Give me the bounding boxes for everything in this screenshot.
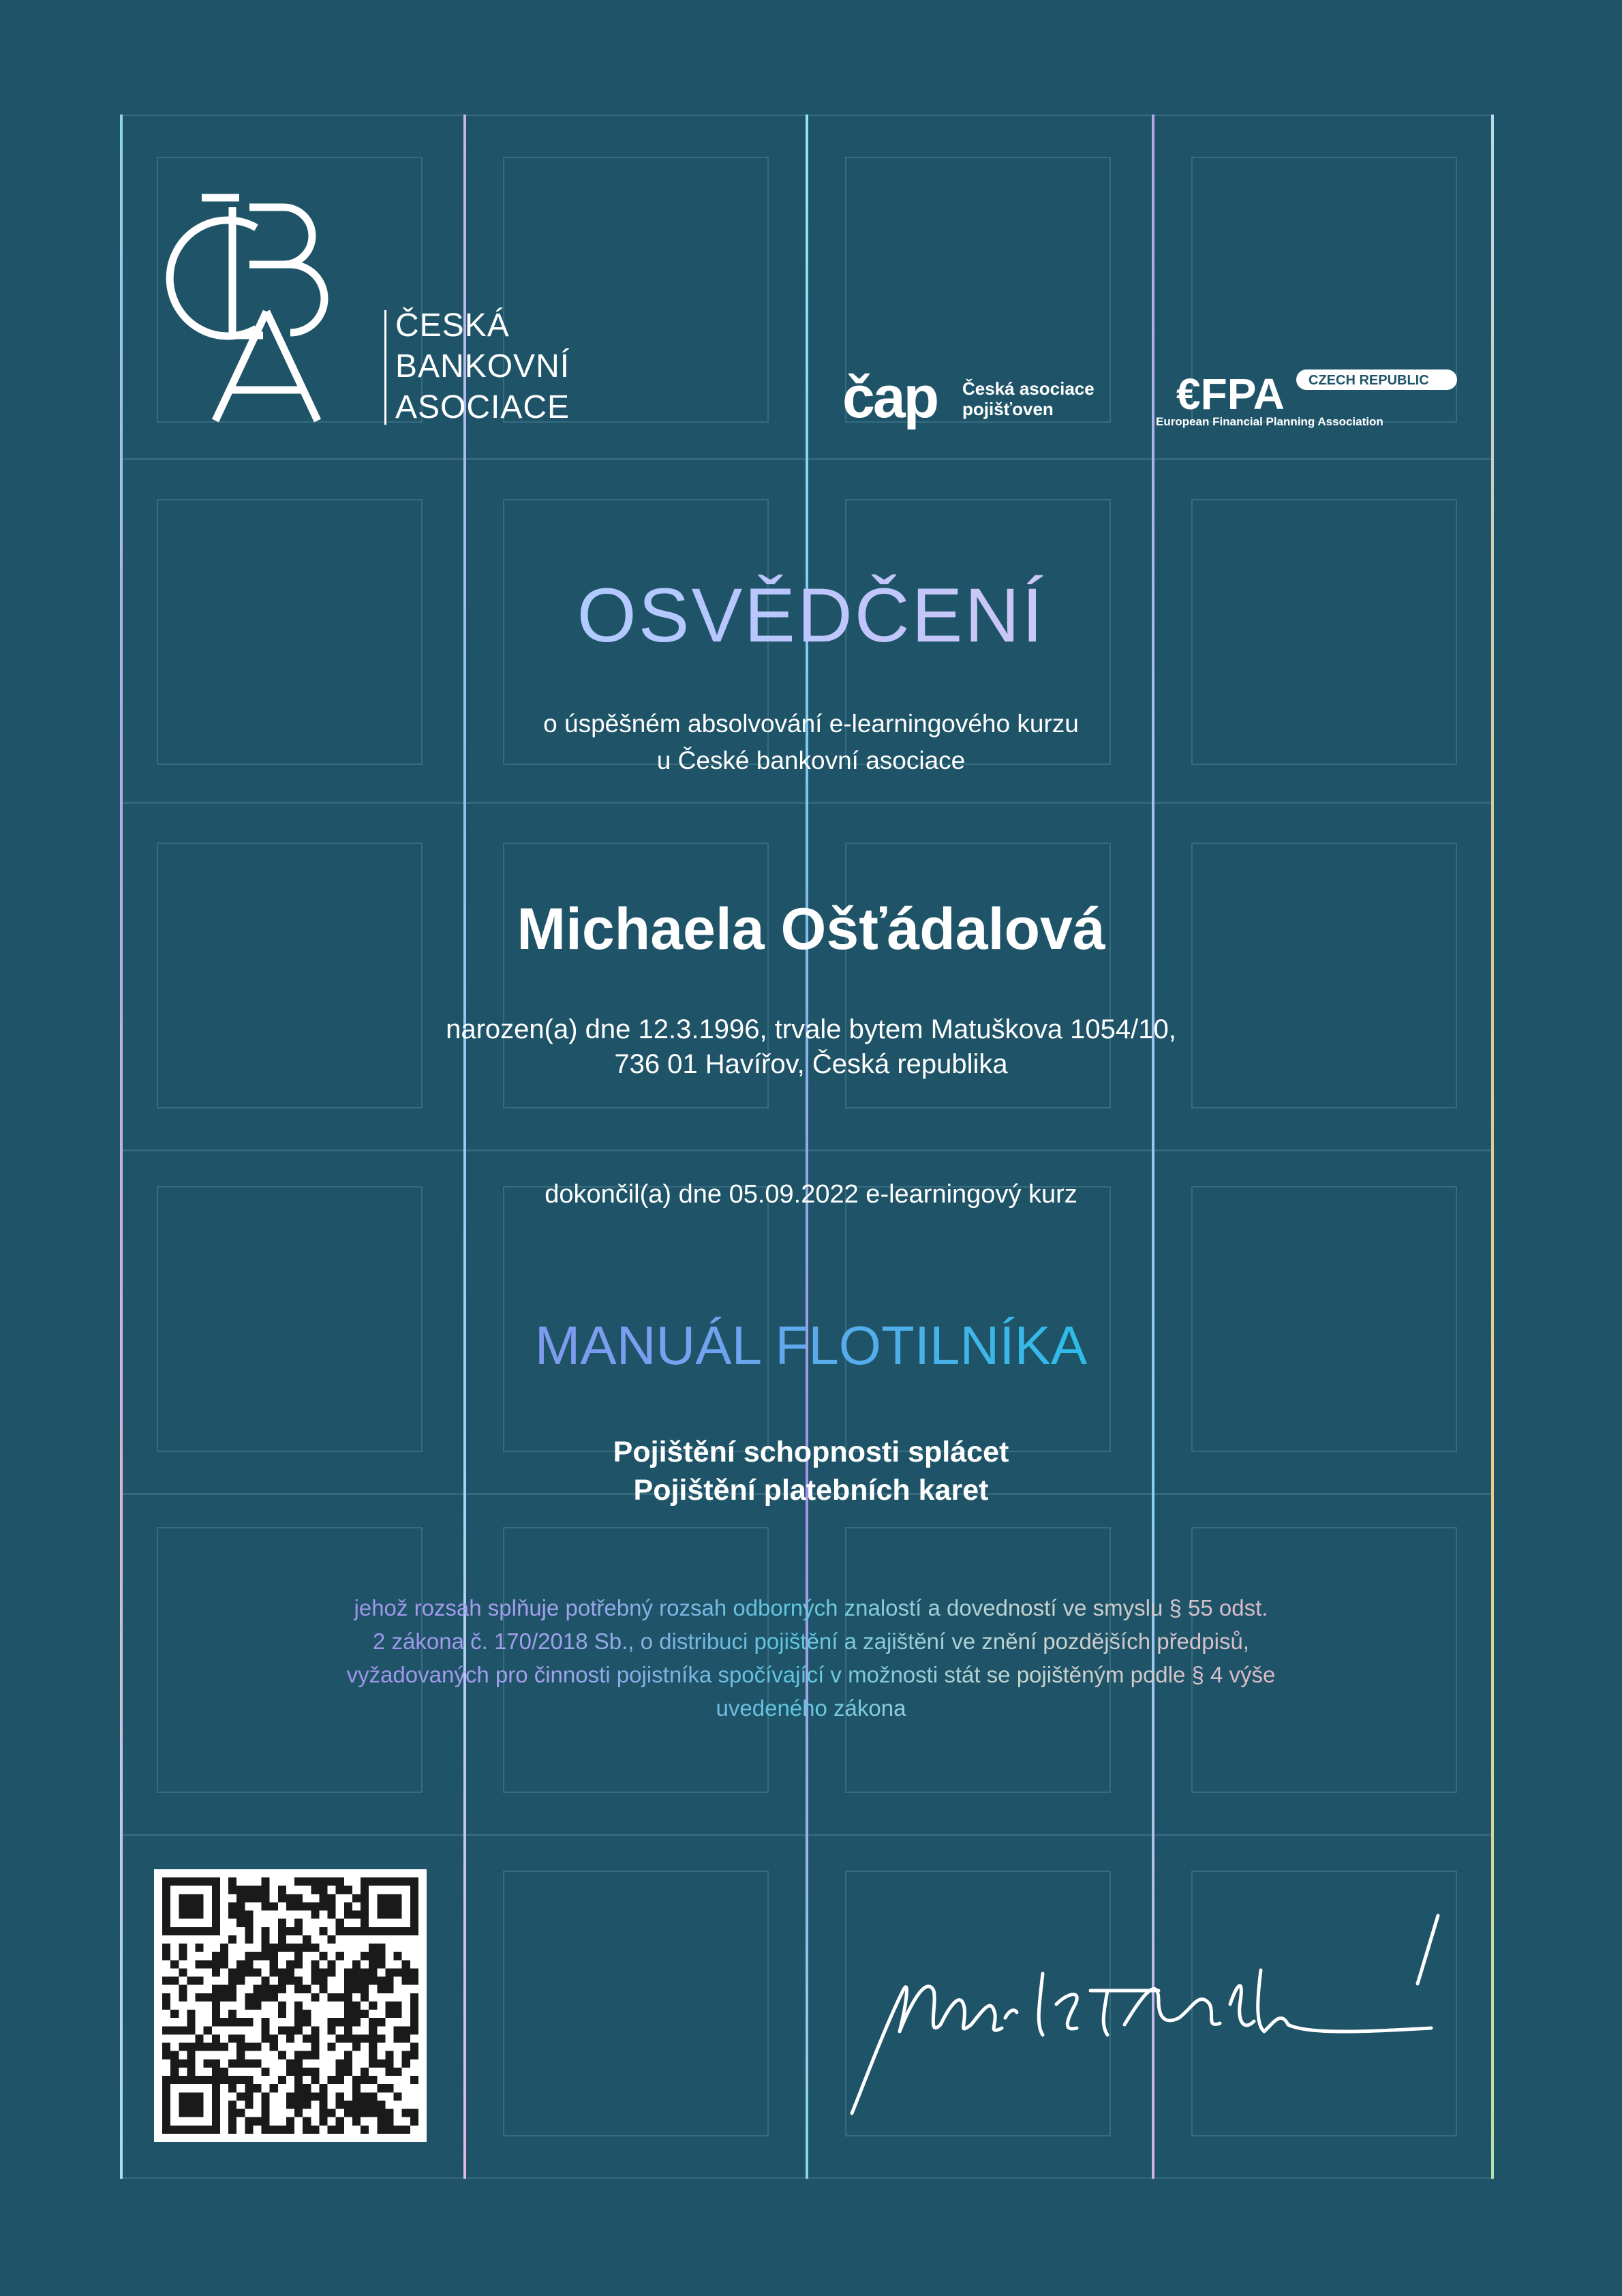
certificate-title: OSVĚDČENÍ	[0, 571, 1622, 660]
subtitle-line-2: u České bankovní asociace	[656, 746, 966, 774]
subtitle-line-1: o úspěšném absolvování e-learningového kurzu	[543, 710, 1079, 738]
recipient-name: Michaela Ošťádalová	[517, 896, 1105, 962]
qr-code-icon	[154, 1869, 427, 2142]
grid-col-divider	[1491, 115, 1494, 2179]
cba-logo-icon	[154, 192, 358, 424]
topic-2: Pojištění platebních karet	[633, 1474, 989, 1507]
topic-1: Pojištění schopnosti splácet	[613, 1436, 1009, 1468]
course-topics	[0, 1433, 1622, 1509]
cba-line-1: ČESKÁ	[395, 307, 510, 344]
grid-col-divider	[806, 115, 808, 2179]
efpa-mark: €FPA	[1176, 369, 1285, 419]
completion-line: dokončil(a) dne 05.09.2022 e-learningový kurz	[545, 1180, 1077, 1209]
cba-line-3: ASOCIACE	[395, 389, 570, 425]
legal-statement	[273, 1591, 1349, 1725]
legal-line-2: 2 zákona č. 170/2018 Sb., o distribuci pojištění a zajištění ve znění pozdějších předpisů,	[373, 1629, 1249, 1654]
grid-col-divider	[120, 115, 123, 2179]
cap-line-1: Česká asociace	[962, 378, 1095, 399]
birth-line-2: 736 01 Havířov, Česká republika	[614, 1049, 1008, 1079]
efpa-logo-icon	[1153, 367, 1460, 428]
grid-cell	[503, 1871, 769, 2136]
legal-line-1: jehož rozsah splňuje potřebný rozsah odborných znalostí a dovedností ve smyslu § 55 odst.	[354, 1595, 1268, 1620]
cap-logo-text	[962, 378, 1095, 419]
birth-line-1: narozen(a) dne 12.3.1996, trvale bytem Matuškova 1054/10,	[446, 1014, 1176, 1044]
cba-line-2: BANKOVNÍ	[395, 348, 570, 384]
efpa-tag: CZECH REPUBLIC	[1309, 373, 1429, 388]
course-title: MANUÁL FLOTILNÍKA	[0, 1312, 1622, 1380]
signature-icon	[838, 1888, 1465, 2134]
cap-line-2: pojišťoven	[962, 399, 1054, 419]
cba-logo-text	[395, 305, 570, 428]
legal-line-4: uvedeného zákona	[716, 1695, 906, 1721]
cap-logo-icon: čap	[842, 365, 938, 430]
legal-line-3: vyžadovaných pro činnosti pojistníka spočívající v možnosti stát se pojištěným podle § 4 výše	[346, 1662, 1276, 1687]
efpa-full-name: European Financial Planning Association	[1156, 415, 1383, 428]
cba-divider	[384, 310, 386, 425]
